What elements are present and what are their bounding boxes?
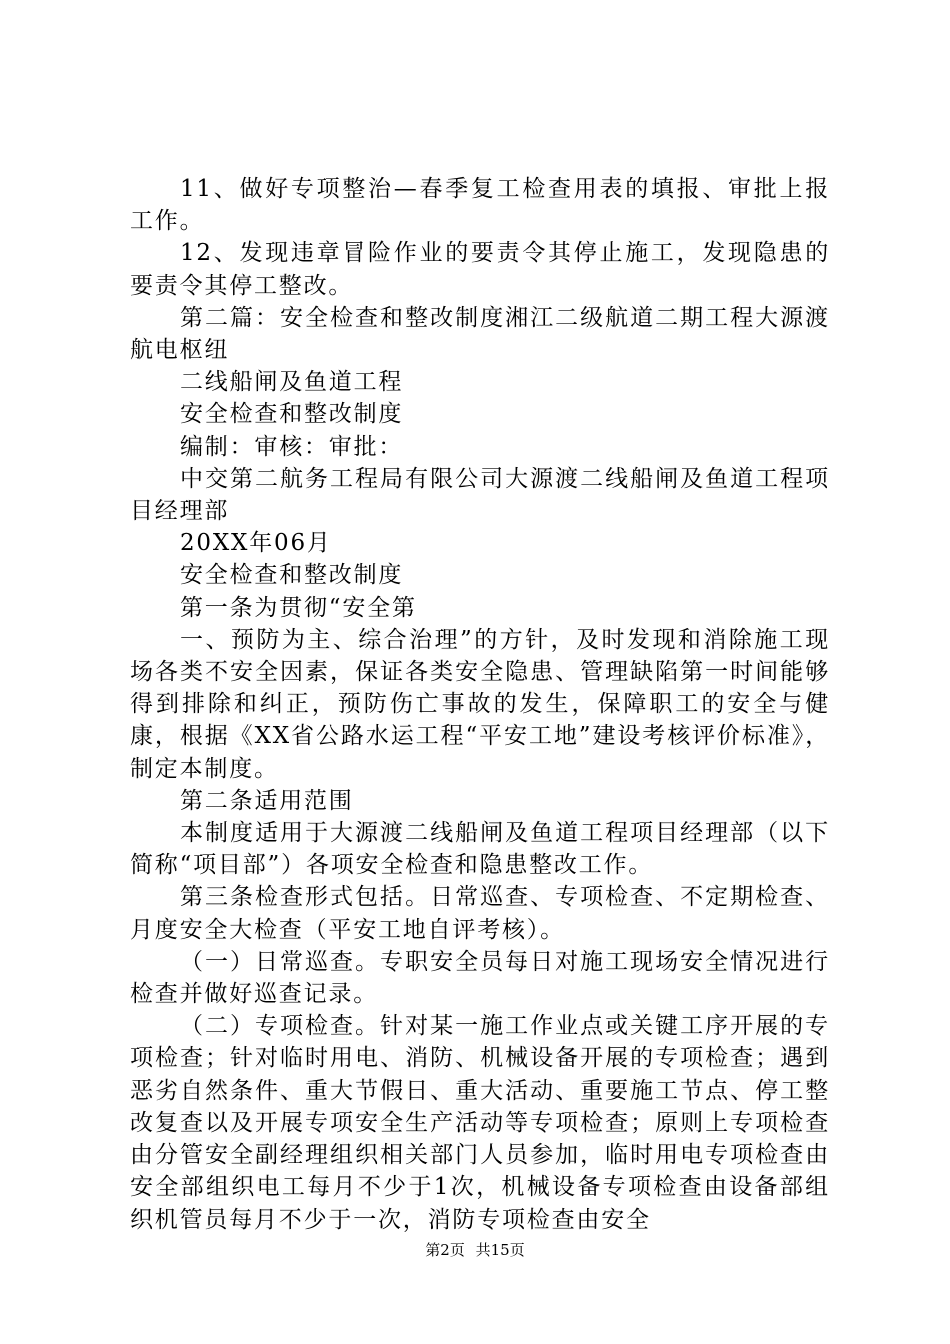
paragraph: 第一条为贯彻“安全第 [180, 594, 417, 621]
paragraph: （二）专项检查。针对某一施工作业点或关键工序开展的专项检查；针对临时用电、消防、机械设备开展的专项检查；遇到恶劣自然条件、重大节假日、重大活动、重要施工节点、停工整改复查以及开展专项安全生产活动等专项检查；原则上专项检查由分管安全副经理组织相关部门人员参加，临时用电专项检查由安全部组织电工每月不少于1次，机械设备专项检查由设备部组织机管员每月不少于一次，消防专项检查由安全 [130, 1013, 830, 1233]
paragraph: 安全检查和整改制度 [180, 562, 404, 589]
paragraph: 20XX年06月 [180, 530, 332, 557]
paragraph: 第二条适用范围 [180, 787, 354, 814]
paragraph: 第二篇：安全检查和整改制度湘江二级航道二期工程大源渡航电枢纽 [130, 304, 830, 364]
paragraph: （一）日常巡查。专职安全员每日对施工现场安全情况进行检查并做好巡查记录。 [130, 948, 830, 1008]
paragraph: 一、预防为主、综合治理”的方针，及时发现和消除施工现场各类不安全因素，保证各类安全隐患、管理缺陷第一时间能够得到排除和纠正，预防伤亡事故的发生，保障职工的安全与健康，根据《XX省公路水运工程“平安工地”建设考核评价标准》，制定本制度。 [130, 626, 830, 782]
paragraph: 11、做好专项整治—春季复工检查用表的填报、审批上报工作。 [130, 176, 830, 235]
paragraph: 二线船闸及鱼道工程 [180, 369, 404, 396]
paragraph: 第三条检查形式包括。日常巡查、专项检查、不定期检查、月度安全大检查（平安工地自评考核）。 [130, 884, 830, 943]
document-body [130, 173, 830, 1236]
paragraph: 编制：审核：审批： [180, 433, 404, 460]
paragraph: 12、发现违章冒险作业的要责令其停止施工，发现隐患的要责令其停工整改。 [130, 240, 830, 299]
page-footer [0, 1240, 950, 1260]
paragraph: 本制度适用于大源渡二线船闸及鱼道工程项目经理部（以下简称“项目部”）各项安全检查和隐患整改工作。 [130, 820, 830, 879]
paragraph: 中交第二航务工程局有限公司大源渡二线船闸及鱼道工程项目经理部 [130, 465, 830, 525]
paragraph: 安全检查和整改制度 [180, 401, 404, 428]
page-number: 第2页 [425, 1241, 465, 1259]
page-total: 共15页 [475, 1241, 525, 1259]
